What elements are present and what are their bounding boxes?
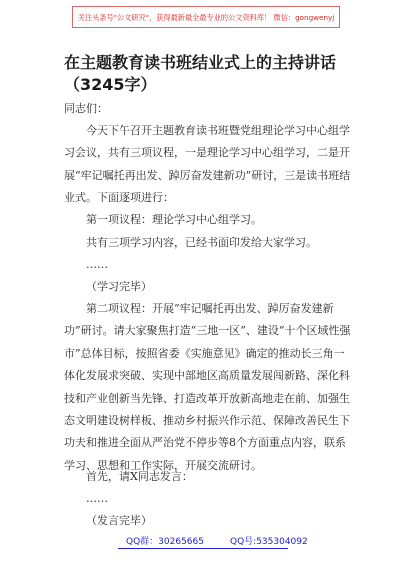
- document-title: 在主题教育读书班结业式上的主持讲话（3245字）: [64, 53, 337, 94]
- top-banner: [0, 0, 408, 40]
- qq-number-text: QQ号:535304092: [230, 537, 308, 547]
- paragraph-ellipsis-1: ……: [86, 258, 108, 271]
- paragraph-study-content: 共有三项学习内容，已经书面印发给大家学习。: [86, 236, 317, 249]
- paragraph-ellipsis-2: ……: [86, 492, 108, 505]
- footer-contact: [0, 532, 408, 552]
- paragraph-speech-done: （发言完毕）: [86, 514, 152, 527]
- footer-underline: [118, 548, 288, 549]
- salutation: 同志们：: [64, 102, 108, 115]
- paragraph-first-speaker: 首先，请X同志发言：: [86, 470, 193, 483]
- qq-group-text: QQ群：30265665: [126, 537, 204, 547]
- paragraph-agenda-1: 第一项议程：理论学习中心组学习。: [86, 213, 262, 226]
- paragraph-intro: 今天下午召开主题教育读书班暨党组理论学习中心组学习会议，共有三项议程，一是理论学习中心组学习，二是开展“牢记嘱托再出发、踔厉奋发建新功”研讨，三是读书班结业式。下面逐项进行：: [64, 124, 351, 205]
- paragraph-study-done: （学习完毕）: [86, 280, 152, 293]
- promo-banner-text: 关注头条号"公文研究"，获得最新最全最专业的公文资料库！ 微信：gongwenyj: [72, 6, 340, 28]
- paragraph-agenda-2: 第二项议程：开展“牢记嘱托再出发、踔厉奋发建新功”研讨。请大家聚焦打造“三地一区”、建设“十个区域性强市”总体目标，按照省委《实施意见》确定的推动长三角一体化发展求突破、实现中部地区高质量发展闯新路、深化科技和产业创新当先锋、打造改革开放新高地走在前、加强生态文明建设树样板、推动乡村振兴作示范、保障改善民生下功夫和推进全面从严治党不停步等8个方面重点内容，联系学习、思想和工作实际，开展交流研讨。: [64, 302, 351, 472]
